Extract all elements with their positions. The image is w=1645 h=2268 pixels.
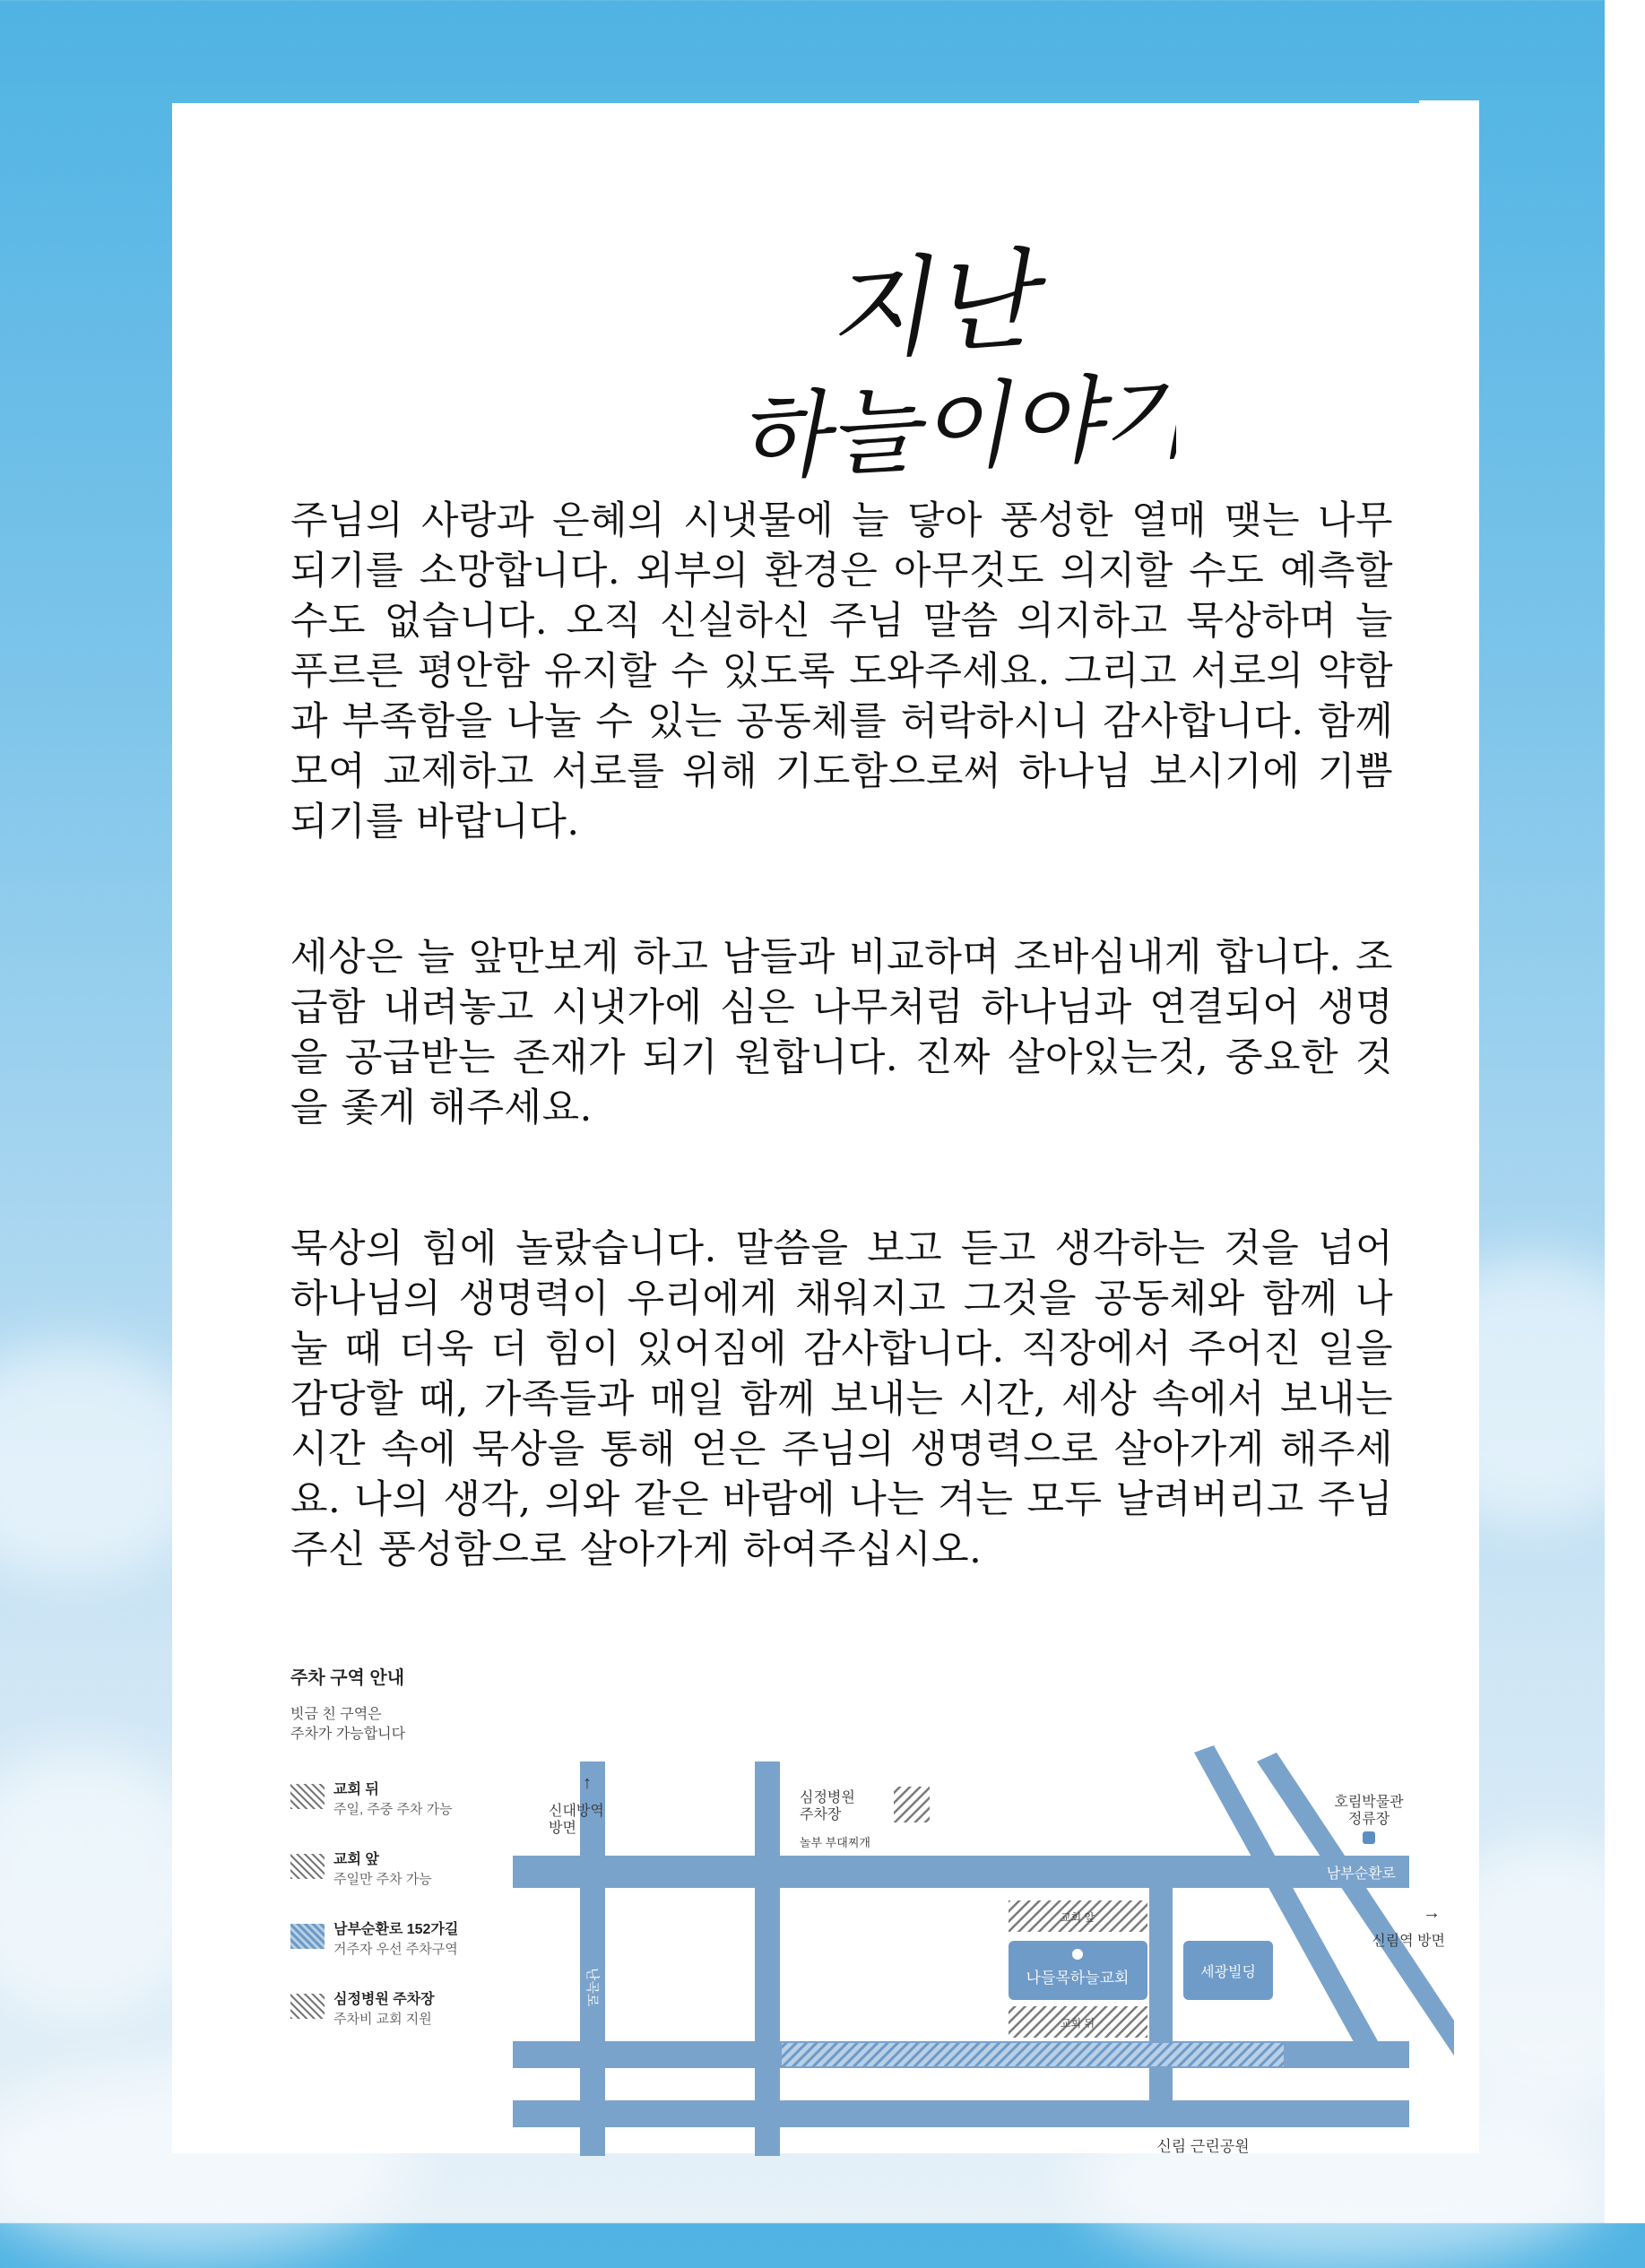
parking-map: [513, 1645, 1454, 2156]
reflection-paragraph: 묵상의 힘에 놀랐습니다. 말씀을 보고 듣고 생각하는 것을 넘어 하나님의 생명력이 우리에게 채워지고 그것을 공동체와 함께 나눌 때 더욱 더 힘이 있어짐에 감사합니다. 직장에서 주어진 일을 감당할 때, 가족들과 매일 함께 보내는 시간, 세상 속에서 보내는 시간 속에 묵상을 통해 얻은 주님의 생명력으로 살아가게 해주세요. 나의 생각, 의와 같은 바람에 나는 겨는 모두 날려버리고 주님 주신 풍성함으로 살아가게 하여주십시오.: [290, 1226, 1393, 1572]
title-line-2: 하늘이야기: [734, 360, 1176, 494]
map-label: 교회 뒤: [1060, 2017, 1095, 2030]
map-label: 나들목하늘교회: [1026, 1969, 1130, 1987]
hatch-swatch-icon: [290, 1784, 325, 1809]
page-edge-strip: [1605, 0, 1645, 2223]
title-line-1: 지난: [822, 238, 1039, 377]
road-middle: [755, 1762, 780, 2156]
legend-item: 교회 뒤 주일, 주중 주차 가능: [290, 1780, 524, 1827]
arrow-right-icon: →: [1423, 1903, 1441, 1923]
map-label: 교회 앞: [1060, 1911, 1095, 1924]
hatch-swatch-icon: [290, 1994, 325, 2019]
map-label: 심정병원 주차장: [800, 1790, 855, 1823]
arrow-up-icon: ↑: [583, 1773, 592, 1793]
map-label: 남부순환로: [1326, 1866, 1396, 1882]
hatch-swatch-icon: [290, 1854, 325, 1879]
paper-notch: [1419, 100, 1479, 105]
legend-title: 주차 구역 안내: [290, 1668, 405, 1688]
map-label: 신림역 방면: [1372, 1934, 1445, 1949]
road-nangok: [580, 1762, 605, 2156]
paper-page: [172, 103, 1479, 2153]
map-label: 호림박물관 정류장: [1334, 1795, 1404, 1828]
legend-item: 심정병원 주차장 주차비 교회 지원: [290, 1990, 524, 2037]
map-label: 신대방역 방면: [549, 1804, 604, 1837]
legend-item: 남부순환로 152가길 거주자 우선 주차구역: [290, 1920, 524, 1967]
reflection-paragraph: 주님의 사랑과 은혜의 시냇물에 늘 닿아 풍성한 열매 맺는 나무 되기를 소망합니다. 외부의 환경은 아무것도 의지할 수도 예측할 수도 없습니다. 오직 신실하신 주님 말씀 의지하고 묵상하며 늘 푸르른 평안함 유지할 수 있도록 도와주세요. 그리고 서로의 약함과 부족함을 나눌 수 있는 공동체를 허락하시니 감사합니다. 함께 모여 교제하고 서로를 위해 기도함으로써 하나님 보시기에 기쁨 되기를 바랍니다.: [290, 498, 1393, 844]
nambu-152-parking: [782, 2043, 1284, 2066]
bus-stop-icon: [1363, 1831, 1375, 1844]
map-label: 놀부 부대찌개: [800, 1836, 870, 1849]
reflection-paragraph: 세상은 늘 앞만보게 하고 남들과 비교하며 조바심내게 합니다. 조급함 내려놓고 시냇가에 심은 나무처럼 하나님과 연결되어 생명을 공급받는 존재가 되기 원합니다. 진짜 살아있는것, 중요한 것을 좇게 해주세요.: [290, 935, 1393, 1130]
road-right: [1149, 1856, 1173, 2127]
legend-item: 교회 앞 주일만 주차 가능: [290, 1850, 524, 1897]
road-bottom: [513, 2100, 1409, 2127]
hospital-parking-area: [894, 1787, 930, 1822]
parking-legend: [290, 1663, 524, 2060]
church-location-icon: [1072, 1949, 1083, 1960]
blue-hatch-swatch-icon: [290, 1924, 325, 1949]
map-label: 신림 근린공원: [1156, 2138, 1250, 2155]
legend-note: 빗금 친 구역은 주차가 가능합니다: [290, 1707, 406, 1742]
calligraphy-title: [674, 211, 1176, 533]
map-label: 난곡로: [584, 1968, 600, 2007]
map-label: 세광빌딩: [1200, 1965, 1256, 1980]
